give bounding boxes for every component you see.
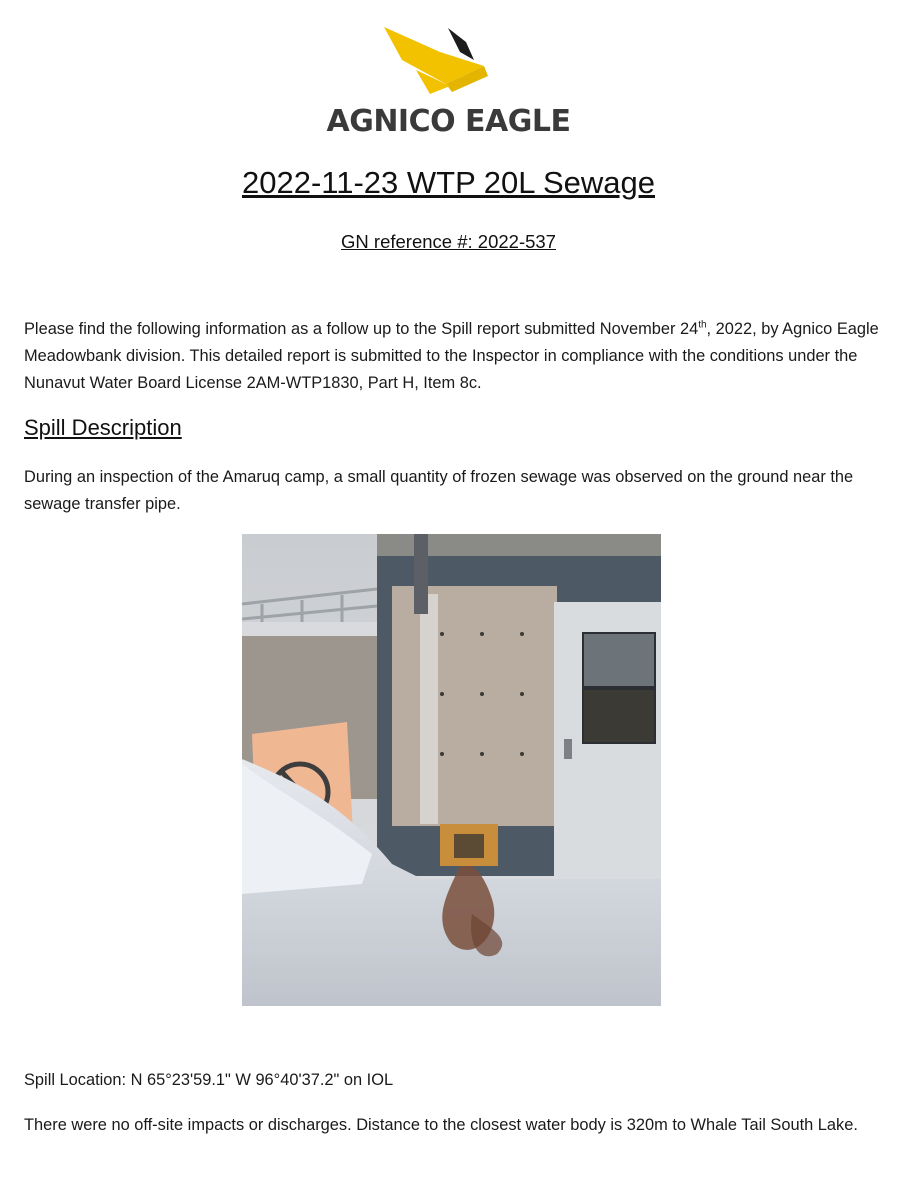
spill-description-heading: Spill Description — [24, 415, 182, 440]
company-logo — [0, 0, 897, 145]
gn-reference: GN reference #: 2022-537 — [341, 231, 556, 252]
company-logo-text: AGNICO EAGLE — [326, 104, 571, 139]
report-title: 2022-11-23 WTP 20L Sewage — [241, 165, 656, 200]
spill-photo — [242, 534, 661, 1006]
intro-paragraph: Please find the following information as a follow up to the Spill report submitted November 24th, 2022, by Agnico Eagle Meadowbank division. This detailed report is submitted to the Inspector in compliance with the conditions under the Nunavut Water Board License 2AM-WTP1830, Part H, Item 8c. — [24, 319, 879, 392]
spill-description-text: During an inspection of the Amaruq camp, a small quantity of frozen sewage was observed on the ground near the sewage transfer pipe. — [24, 468, 854, 513]
eagle-logo-icon — [380, 22, 510, 97]
impact-text: There were no off-site impacts or discharges. Distance to the closest water body is 320m to Whale Tail South Lake. — [24, 1116, 858, 1134]
spill-location-text: Spill Location: N 65°23'59.1" W 96°40'37.2" on IOL — [24, 1071, 394, 1089]
